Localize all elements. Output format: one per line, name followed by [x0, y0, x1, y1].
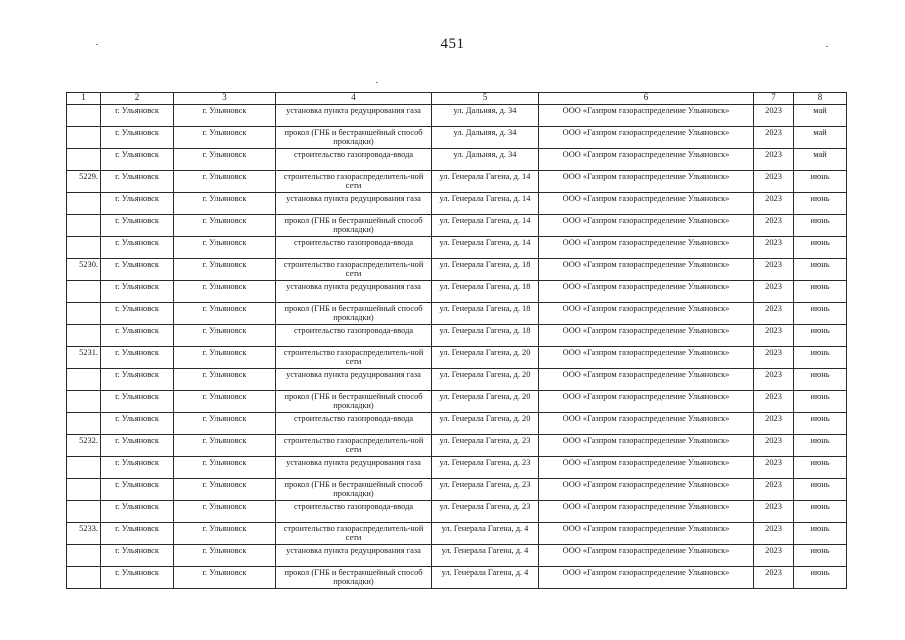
- year-cell: 2023: [754, 237, 794, 259]
- address-cell: ул. Дальняя, д. 34: [432, 127, 539, 149]
- region-cell: г. Ульяновск: [101, 149, 174, 171]
- year-cell: 2023: [754, 457, 794, 479]
- table-row: [67, 435, 847, 457]
- work-type-cell: прокол (ГНБ и бестраншейный способ прокладки): [276, 215, 432, 237]
- month-cell: июнь: [794, 523, 847, 545]
- organization-cell: ООО «Газпром газораспределение Ульяновск»: [539, 193, 754, 215]
- month-cell: май: [794, 149, 847, 171]
- settlement-cell: г. Ульяновск: [174, 171, 276, 193]
- organization-cell: ООО «Газпром газораспределение Ульяновск»: [539, 105, 754, 127]
- year-cell: 2023: [754, 347, 794, 369]
- column-header: 6: [539, 93, 754, 105]
- year-cell: 2023: [754, 435, 794, 457]
- settlement-cell: г. Ульяновск: [174, 545, 276, 567]
- organization-cell: ООО «Газпром газораспределение Ульяновск»: [539, 479, 754, 501]
- address-cell: ул. Дальняя, д. 34: [432, 149, 539, 171]
- settlement-cell: г. Ульяновск: [174, 413, 276, 435]
- table-row: [67, 193, 847, 215]
- settlement-cell: г. Ульяновск: [174, 303, 276, 325]
- settlement-cell: г. Ульяновск: [174, 457, 276, 479]
- month-cell: июнь: [794, 479, 847, 501]
- settlement-cell: г. Ульяновск: [174, 567, 276, 589]
- column-header: 8: [794, 93, 847, 105]
- month-cell: июнь: [794, 501, 847, 523]
- work-type-cell: прокол (ГНБ и бестраншейный способ прокладки): [276, 127, 432, 149]
- table-row: [67, 413, 847, 435]
- month-cell: июнь: [794, 413, 847, 435]
- region-cell: г. Ульяновск: [101, 281, 174, 303]
- address-cell: ул. Генерала Гагена, д. 4: [432, 523, 539, 545]
- settlement-cell: г. Ульяновск: [174, 325, 276, 347]
- year-cell: 2023: [754, 303, 794, 325]
- month-cell: июнь: [794, 281, 847, 303]
- region-cell: г. Ульяновск: [101, 193, 174, 215]
- settlement-cell: г. Ульяновск: [174, 105, 276, 127]
- settlement-cell: г. Ульяновск: [174, 501, 276, 523]
- work-type-cell: прокол (ГНБ и бестраншейный способ прокладки): [276, 391, 432, 413]
- month-cell: июнь: [794, 215, 847, 237]
- row-number-cell: [67, 303, 101, 325]
- year-cell: 2023: [754, 479, 794, 501]
- settlement-cell: г. Ульяновск: [174, 215, 276, 237]
- organization-cell: ООО «Газпром газораспределение Ульяновск»: [539, 215, 754, 237]
- region-cell: г. Ульяновск: [101, 369, 174, 391]
- row-number-cell: [67, 325, 101, 347]
- table-row: [67, 545, 847, 567]
- year-cell: 2023: [754, 391, 794, 413]
- organization-cell: ООО «Газпром газораспределение Ульяновск»: [539, 259, 754, 281]
- header-row: [67, 93, 847, 105]
- organization-cell: ООО «Газпром газораспределение Ульяновск»: [539, 567, 754, 589]
- organization-cell: ООО «Газпром газораспределение Ульяновск»: [539, 149, 754, 171]
- year-cell: 2023: [754, 413, 794, 435]
- column-header: 5: [432, 93, 539, 105]
- organization-cell: ООО «Газпром газораспределение Ульяновск»: [539, 391, 754, 413]
- row-number-cell: [67, 369, 101, 391]
- organization-cell: ООО «Газпром газораспределение Ульяновск»: [539, 171, 754, 193]
- row-number-cell: [67, 215, 101, 237]
- work-type-cell: установка пункта редуцирования газа: [276, 457, 432, 479]
- scan-speck: [96, 44, 98, 45]
- region-cell: г. Ульяновск: [101, 259, 174, 281]
- organization-cell: ООО «Газпром газораспределение Ульяновск»: [539, 303, 754, 325]
- region-cell: г. Ульяновск: [101, 391, 174, 413]
- row-number-cell: 5233.: [67, 523, 101, 545]
- work-type-cell: прокол (ГНБ и бестраншейный способ прокладки): [276, 303, 432, 325]
- address-cell: ул. Генерала Гагена, д. 20: [432, 413, 539, 435]
- month-cell: июнь: [794, 369, 847, 391]
- column-header: 1: [67, 93, 101, 105]
- address-cell: ул. Генерала Гагена, д. 18: [432, 259, 539, 281]
- row-number-cell: [67, 479, 101, 501]
- work-type-cell: прокол (ГНБ и бестраншейный способ прокладки): [276, 567, 432, 589]
- work-type-cell: строительство газораспределитель-ной сети: [276, 523, 432, 545]
- organization-cell: ООО «Газпром газораспределение Ульяновск»: [539, 457, 754, 479]
- settlement-cell: г. Ульяновск: [174, 369, 276, 391]
- table-row: [67, 457, 847, 479]
- month-cell: июнь: [794, 457, 847, 479]
- row-number-cell: [67, 567, 101, 589]
- region-cell: г. Ульяновск: [101, 479, 174, 501]
- region-cell: г. Ульяновск: [101, 501, 174, 523]
- region-cell: г. Ульяновск: [101, 435, 174, 457]
- row-number-cell: 5230.: [67, 259, 101, 281]
- region-cell: г. Ульяновск: [101, 105, 174, 127]
- table-row: [67, 369, 847, 391]
- scan-speck: [376, 82, 378, 83]
- year-cell: 2023: [754, 325, 794, 347]
- region-cell: г. Ульяновск: [101, 523, 174, 545]
- organization-cell: ООО «Газпром газораспределение Ульяновск»: [539, 523, 754, 545]
- table-row: [67, 127, 847, 149]
- organization-cell: ООО «Газпром газораспределение Ульяновск»: [539, 347, 754, 369]
- row-number-cell: [67, 237, 101, 259]
- month-cell: июнь: [794, 193, 847, 215]
- address-cell: ул. Дальняя, д. 34: [432, 105, 539, 127]
- row-number-cell: [67, 193, 101, 215]
- year-cell: 2023: [754, 171, 794, 193]
- column-header: 3: [174, 93, 276, 105]
- address-cell: ул. Генерала Гагена, д. 14: [432, 215, 539, 237]
- month-cell: июнь: [794, 347, 847, 369]
- work-type-cell: установка пункта редуцирования газа: [276, 281, 432, 303]
- row-number-cell: [67, 281, 101, 303]
- row-number-cell: [67, 149, 101, 171]
- year-cell: 2023: [754, 259, 794, 281]
- organization-cell: ООО «Газпром газораспределение Ульяновск»: [539, 413, 754, 435]
- month-cell: июнь: [794, 259, 847, 281]
- registry-table: [66, 92, 847, 589]
- work-type-cell: строительство газопровода-ввода: [276, 501, 432, 523]
- row-number-cell: [67, 413, 101, 435]
- address-cell: ул. Генерала Гагена, д. 18: [432, 303, 539, 325]
- work-type-cell: установка пункта редуцирования газа: [276, 369, 432, 391]
- settlement-cell: г. Ульяновск: [174, 127, 276, 149]
- settlement-cell: г. Ульяновск: [174, 479, 276, 501]
- organization-cell: ООО «Газпром газораспределение Ульяновск»: [539, 281, 754, 303]
- work-type-cell: строительство газопровода-ввода: [276, 325, 432, 347]
- table-body: [67, 105, 847, 589]
- region-cell: г. Ульяновск: [101, 567, 174, 589]
- row-number-cell: 5231.: [67, 347, 101, 369]
- table-row: [67, 325, 847, 347]
- column-header: 4: [276, 93, 432, 105]
- address-cell: ул. Генерала Гагена, д. 23: [432, 457, 539, 479]
- address-cell: ул. Генерала Гагена, д. 18: [432, 325, 539, 347]
- year-cell: 2023: [754, 567, 794, 589]
- month-cell: май: [794, 105, 847, 127]
- work-type-cell: строительство газораспределитель-ной сети: [276, 435, 432, 457]
- row-number-cell: [67, 105, 101, 127]
- address-cell: ул. Генерала Гагена, д. 20: [432, 391, 539, 413]
- organization-cell: ООО «Газпром газораспределение Ульяновск»: [539, 237, 754, 259]
- address-cell: ул. Генерала Гагена, д. 20: [432, 369, 539, 391]
- row-number-cell: 5232.: [67, 435, 101, 457]
- year-cell: 2023: [754, 127, 794, 149]
- month-cell: май: [794, 127, 847, 149]
- year-cell: 2023: [754, 545, 794, 567]
- column-header: 7: [754, 93, 794, 105]
- month-cell: июнь: [794, 391, 847, 413]
- work-type-cell: установка пункта редуцирования газа: [276, 105, 432, 127]
- row-number-cell: [67, 127, 101, 149]
- row-number-cell: 5229.: [67, 171, 101, 193]
- region-cell: г. Ульяновск: [101, 171, 174, 193]
- scan-speck: [826, 46, 828, 47]
- organization-cell: ООО «Газпром газораспределение Ульяновск»: [539, 545, 754, 567]
- work-type-cell: строительство газораспределитель-ной сети: [276, 347, 432, 369]
- year-cell: 2023: [754, 501, 794, 523]
- year-cell: 2023: [754, 369, 794, 391]
- table-row: [67, 501, 847, 523]
- table-row: [67, 567, 847, 589]
- table-row: [67, 237, 847, 259]
- address-cell: ул. Генерала Гагена, д. 14: [432, 193, 539, 215]
- year-cell: 2023: [754, 149, 794, 171]
- table-row: [67, 259, 847, 281]
- table-row: [67, 391, 847, 413]
- organization-cell: ООО «Газпром газораспределение Ульяновск»: [539, 501, 754, 523]
- month-cell: июнь: [794, 325, 847, 347]
- year-cell: 2023: [754, 193, 794, 215]
- settlement-cell: г. Ульяновск: [174, 149, 276, 171]
- year-cell: 2023: [754, 281, 794, 303]
- organization-cell: ООО «Газпром газораспределение Ульяновск»: [539, 127, 754, 149]
- month-cell: июнь: [794, 303, 847, 325]
- work-type-cell: установка пункта редуцирования газа: [276, 193, 432, 215]
- settlement-cell: г. Ульяновск: [174, 281, 276, 303]
- column-header: 2: [101, 93, 174, 105]
- region-cell: г. Ульяновск: [101, 457, 174, 479]
- address-cell: ул. Генерала Гагена, д. 20: [432, 347, 539, 369]
- work-type-cell: строительство газопровода-ввода: [276, 149, 432, 171]
- address-cell: ул. Генерала Гагена, д. 23: [432, 435, 539, 457]
- region-cell: г. Ульяновск: [101, 347, 174, 369]
- settlement-cell: г. Ульяновск: [174, 523, 276, 545]
- settlement-cell: г. Ульяновск: [174, 347, 276, 369]
- work-type-cell: установка пункта редуцирования газа: [276, 545, 432, 567]
- settlement-cell: г. Ульяновск: [174, 435, 276, 457]
- address-cell: ул. Генерала Гагена, д. 18: [432, 281, 539, 303]
- settlement-cell: г. Ульяновск: [174, 391, 276, 413]
- address-cell: ул. Генерала Гагена, д. 4: [432, 567, 539, 589]
- year-cell: 2023: [754, 523, 794, 545]
- month-cell: июнь: [794, 567, 847, 589]
- address-cell: ул. Генерала Гагена, д. 23: [432, 479, 539, 501]
- row-number-cell: [67, 457, 101, 479]
- month-cell: июнь: [794, 171, 847, 193]
- row-number-cell: [67, 501, 101, 523]
- address-cell: ул. Генерала Гагена, д. 14: [432, 237, 539, 259]
- work-type-cell: строительство газораспределитель-ной сети: [276, 259, 432, 281]
- table-row: [67, 523, 847, 545]
- organization-cell: ООО «Газпром газораспределение Ульяновск»: [539, 435, 754, 457]
- region-cell: г. Ульяновск: [101, 303, 174, 325]
- settlement-cell: г. Ульяновск: [174, 259, 276, 281]
- work-type-cell: строительство газопровода-ввода: [276, 413, 432, 435]
- table-row: [67, 171, 847, 193]
- region-cell: г. Ульяновск: [101, 215, 174, 237]
- address-cell: ул. Генерала Гагена, д. 14: [432, 171, 539, 193]
- region-cell: г. Ульяновск: [101, 127, 174, 149]
- work-type-cell: прокол (ГНБ и бестраншейный способ прокладки): [276, 479, 432, 501]
- table-row: [67, 105, 847, 127]
- page-number: 451: [440, 36, 465, 52]
- table-row: [67, 347, 847, 369]
- address-cell: ул. Генерала Гагена, д. 23: [432, 501, 539, 523]
- year-cell: 2023: [754, 105, 794, 127]
- row-number-cell: [67, 545, 101, 567]
- table-row: [67, 303, 847, 325]
- month-cell: июнь: [794, 545, 847, 567]
- address-cell: ул. Генерала Гагена, д. 4: [432, 545, 539, 567]
- work-type-cell: строительство газораспределитель-ной сети: [276, 171, 432, 193]
- region-cell: г. Ульяновск: [101, 413, 174, 435]
- month-cell: июнь: [794, 237, 847, 259]
- month-cell: июнь: [794, 435, 847, 457]
- table-row: [67, 215, 847, 237]
- row-number-cell: [67, 391, 101, 413]
- organization-cell: ООО «Газпром газораспределение Ульяновск»: [539, 369, 754, 391]
- table-row: [67, 479, 847, 501]
- organization-cell: ООО «Газпром газораспределение Ульяновск»: [539, 325, 754, 347]
- table-row: [67, 149, 847, 171]
- region-cell: г. Ульяновск: [101, 237, 174, 259]
- table-row: [67, 281, 847, 303]
- settlement-cell: г. Ульяновск: [174, 237, 276, 259]
- work-type-cell: строительство газопровода-ввода: [276, 237, 432, 259]
- year-cell: 2023: [754, 215, 794, 237]
- region-cell: г. Ульяновск: [101, 325, 174, 347]
- settlement-cell: г. Ульяновск: [174, 193, 276, 215]
- region-cell: г. Ульяновск: [101, 545, 174, 567]
